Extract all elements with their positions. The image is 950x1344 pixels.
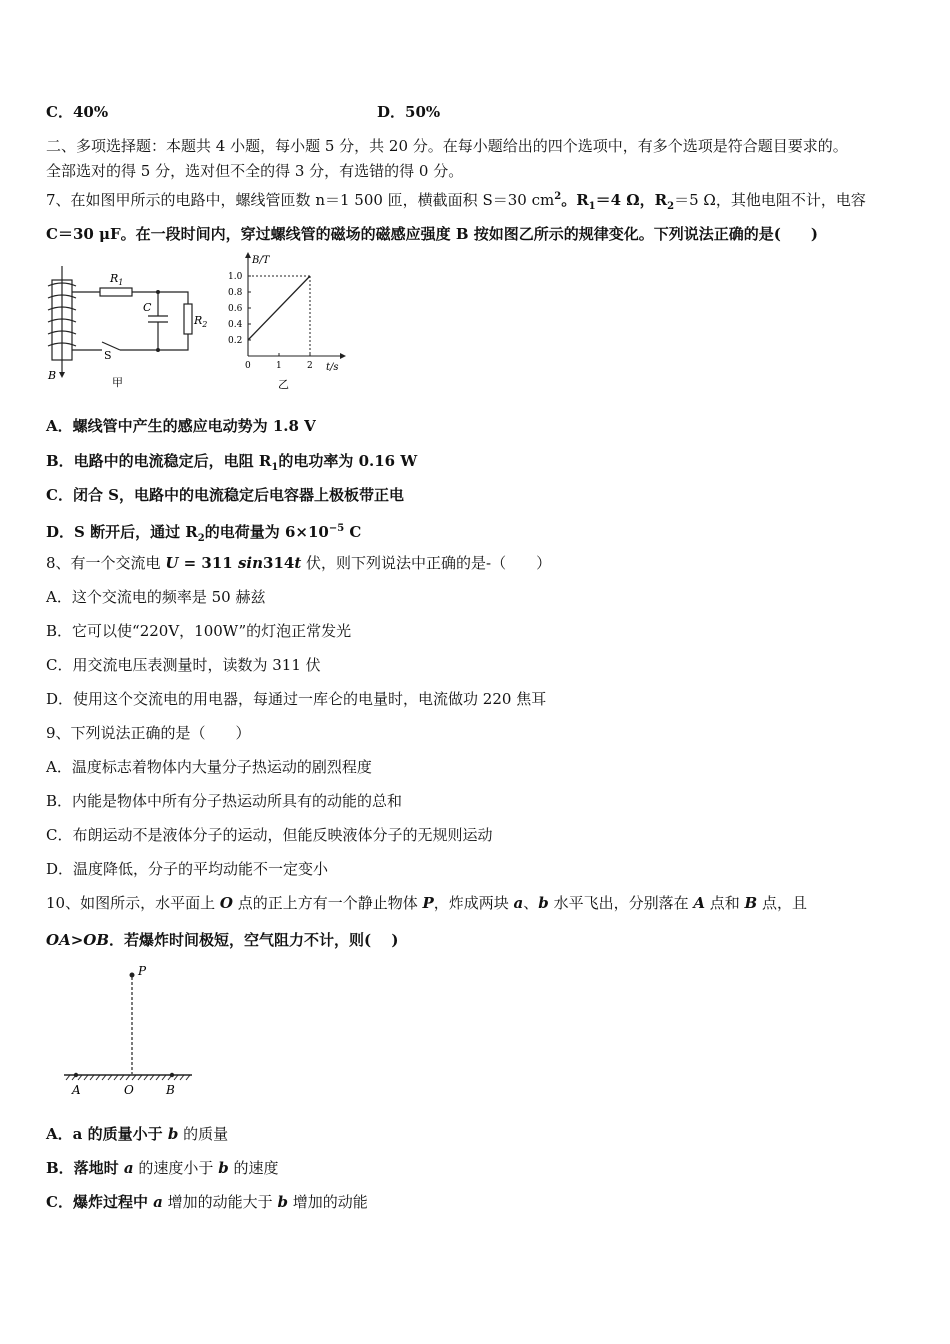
q10-option-b: B．落地时 a 的速度小于 b 的速度 bbox=[46, 1159, 279, 1177]
label-r2: $R_2$ bbox=[194, 314, 208, 329]
section2-header-line2: 全部选对的得 5 分，选对但不全的得 3 分，有选错的得 0 分。 bbox=[46, 162, 464, 180]
y-tick-label: 1.0 bbox=[228, 272, 243, 282]
x-axis-label: t/s bbox=[326, 362, 339, 373]
y-tick-label: 0.8 bbox=[228, 288, 243, 298]
resistor-r2 bbox=[184, 304, 192, 334]
y-tick-label: 0.6 bbox=[228, 304, 243, 314]
x-tick-label: 2 bbox=[307, 361, 313, 371]
q9-stem: 9、下列说法正确的是（ ） bbox=[46, 724, 251, 742]
b-field-arrow-icon bbox=[59, 372, 65, 378]
object-p-dot bbox=[130, 973, 135, 978]
x-tick-label: 1 bbox=[276, 361, 282, 371]
wire-top-right bbox=[132, 292, 188, 304]
q9-option-b: B．内能是物体中所有分子热运动所具有的动能的总和 bbox=[46, 792, 403, 810]
section2-header-line1: 二、多项选择题：本题共 4 小题，每小题 5 分，共 20 分。在每小题给出的四个选项中，有多个选项是符合题目要求的。 bbox=[46, 137, 848, 155]
label-a: A bbox=[72, 1083, 81, 1097]
resistor-r1 bbox=[100, 288, 132, 296]
y-tick-label: 0.4 bbox=[228, 320, 243, 330]
q7-bt-graph bbox=[222, 252, 352, 394]
q6-option-d: D．50% bbox=[377, 103, 441, 121]
q7-stem-line2: C＝30 μF。在一段时间内，穿过螺线管的磁场的磁感应强度 B 按如图乙所示的规律变化。下列说法正确的是( ) bbox=[46, 225, 818, 243]
label-c: C bbox=[143, 301, 152, 314]
q10-explosion-figure bbox=[60, 960, 200, 1100]
graph-caption: 乙 bbox=[278, 378, 289, 391]
q10-option-c: C．爆炸过程中 a 增加的动能大于 b 增加的动能 bbox=[46, 1193, 368, 1211]
junction-dot-bottom bbox=[156, 348, 160, 352]
q8-option-b: B．它可以使“220V，100W”的灯泡正常发光 bbox=[46, 622, 352, 640]
label-r1: $R_1$ bbox=[110, 272, 124, 287]
q8-option-d: D．使用这个交流电的用电器，每通过一库仑的电量时，电流做功 220 焦耳 bbox=[46, 690, 547, 708]
x-axis-arrow-icon bbox=[340, 353, 346, 359]
q8-stem: 8、有一个交流电 U = 311 sin314t 伏，则下列说法中正确的是-（ ） bbox=[46, 554, 552, 572]
series-line bbox=[248, 276, 310, 340]
q7-circuit-figure bbox=[40, 262, 210, 392]
q10-stem-line1: 10、如图所示，水平面上 O 点的正上方有一个静止物体 P，炸成两块 a、b 水平飞出，分别落在 A 点和 B 点，且 bbox=[46, 894, 807, 912]
q7-stem-line1: 7、在如图甲所示的电路中，螺线管匝数 n＝1 500 匝，横截面积 S＝30 $cm^2$。$R_1=4$ Ω，$R_2=5$ Ω，其他电阻不计，电容 bbox=[46, 191, 866, 212]
label-p: P bbox=[138, 964, 147, 978]
q9-option-a: A．温度标志着物体内大量分子热运动的剧烈程度 bbox=[46, 758, 372, 776]
label-b: B bbox=[48, 369, 57, 382]
q9-option-c: C．布朗运动不是液体分子的运动，但能反映液体分子的无规则运动 bbox=[46, 826, 493, 844]
wire-right-bottom bbox=[158, 334, 188, 350]
q7-option-d: D．S 断开后，通过 $R_2$的电荷量为 $6\times 10^{-5}$ C bbox=[46, 523, 362, 544]
q10-stem-line2: OA>OB．若爆炸时间极短，空气阻力不计，则( ) bbox=[46, 931, 399, 949]
q10-option-a: A．a 的质量小于 b 的质量 bbox=[46, 1125, 229, 1143]
q8-option-a: A．这个交流电的频率是 50 赫兹 bbox=[46, 588, 266, 606]
q7-option-a: A．螺线管中产生的感应电动势为 1.8 V bbox=[46, 417, 316, 435]
y-axis-label: B/T bbox=[252, 255, 270, 266]
circuit-caption: 甲 bbox=[112, 376, 123, 389]
label-b-point: B bbox=[166, 1083, 175, 1097]
q7-option-b: B．电路中的电流稳定后，电阻 $R_1$的电功率为 0.16 W bbox=[46, 452, 418, 473]
point-b-dot bbox=[170, 1073, 174, 1077]
q7-option-c: C．闭合 S，电路中的电流稳定后电容器上极板带正电 bbox=[46, 486, 404, 504]
x-tick-label: 0 bbox=[245, 361, 251, 371]
q6-option-c: C．40% bbox=[46, 103, 109, 121]
q8-option-c: C．用交流电压表测量时，读数为 311 伏 bbox=[46, 656, 321, 674]
label-s: S bbox=[104, 349, 112, 362]
label-o: O bbox=[124, 1083, 134, 1097]
y-tick-label: 0.2 bbox=[228, 336, 243, 346]
q9-option-d: D．温度降低，分子的平均动能不一定变小 bbox=[46, 860, 329, 878]
y-axis-arrow-icon bbox=[245, 252, 251, 258]
point-a-dot bbox=[74, 1073, 78, 1077]
junction-dot-top bbox=[156, 290, 160, 294]
